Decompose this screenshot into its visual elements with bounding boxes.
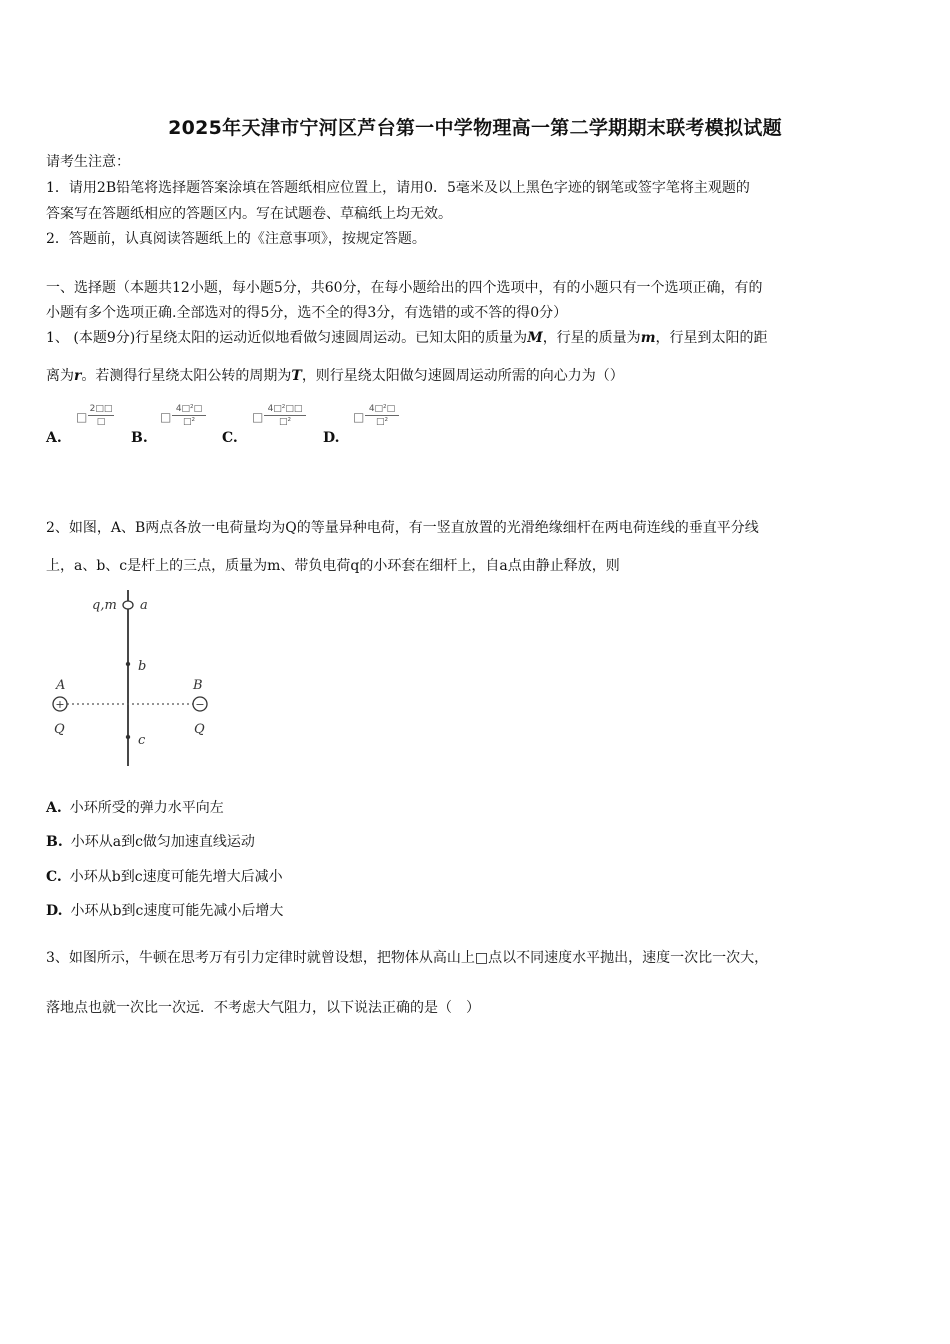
q1-text: ，行星到太阳的距 <box>655 330 768 346</box>
denominator: □ <box>96 417 106 427</box>
point-c-label: c <box>138 733 146 748</box>
q1-text: 离为 <box>46 368 74 384</box>
q2-choice-c[interactable] <box>46 866 283 886</box>
plus-sign: + <box>55 698 65 711</box>
point-b-label: b <box>138 659 147 674</box>
notice-item-1-line-1: 1．请用2B铅笔将选择题答案涂填在答题纸相应位置上，请用0．5毫米及以上黑色字迹的钢笔或签字笔将主观题的 <box>46 180 750 196</box>
numerator: 4□²□ <box>368 404 396 414</box>
q2-figure <box>46 588 226 773</box>
choice-label: B. <box>46 834 63 850</box>
numerator: 2□□ <box>89 404 113 414</box>
denominator: □² <box>375 417 389 427</box>
placeholder-glyph: □ <box>252 410 264 424</box>
q2-choice-d[interactable] <box>46 900 283 920</box>
fraction <box>88 404 114 427</box>
option-label: D. <box>323 430 340 446</box>
notice-item-2: 2．答题前，认真阅读答题纸上的《注意事项》，按规定答题。 <box>46 231 426 247</box>
charge-A-q: Q <box>54 722 65 737</box>
fraction <box>365 404 399 427</box>
choice-label: C. <box>46 869 62 885</box>
ring <box>123 601 133 609</box>
placeholder-glyph: □ <box>353 410 365 424</box>
charge-B-q: Q <box>194 722 205 737</box>
section-heading-line-2: 小题有多个选项正确.全部选对的得5分，选不全的得3分，有选错的或不答的得0分） <box>46 305 568 321</box>
q2-stem-line-2: 上，a、b、c是杆上的三点，质量为m、带负电荷q的小环套在细杆上，自a点由静止释放，则 <box>46 558 620 574</box>
point-c <box>126 735 130 739</box>
var-T: T <box>291 368 302 384</box>
minus-sign: − <box>195 698 205 711</box>
q1-text: 1、 (本题9分)行星绕太阳的运动近似地看做匀速圆周运动。已知太阳的质量为 <box>46 330 528 346</box>
numerator: 4□²□ <box>175 404 203 414</box>
section-heading-line-1: 一、选择题（本题共12小题，每小题5分，共60分，在每小题给出的四个选项中，有的小题只有一个选项正确，有的 <box>46 280 763 296</box>
numerator: 4□²□□ <box>267 404 303 414</box>
q3-stem-line-2: 落地点也就一次比一次远．不考虑大气阻力，以下说法正确的是（ ） <box>46 1000 480 1016</box>
var-m: m <box>640 330 656 346</box>
charge-A-label: A <box>56 678 66 693</box>
notice-heading: 请考生注意： <box>46 154 130 170</box>
q1-text: 。若测得行星绕太阳公转的周期为 <box>81 368 292 384</box>
option-label: C. <box>222 430 238 446</box>
point-a-label: a <box>140 598 148 613</box>
var-r: r <box>74 368 82 384</box>
choice-text: 小环所受的弹力水平向左 <box>69 800 224 816</box>
choice-text: 小环从b到c速度可能先减小后增大 <box>70 903 284 919</box>
point-b <box>126 662 130 666</box>
choice-text: 小环从b到c速度可能先增大后减小 <box>69 869 283 885</box>
q1-stem-line-1 <box>46 327 768 347</box>
option-label: B. <box>131 430 148 446</box>
denominator: □² <box>278 417 292 427</box>
placeholder-glyph: □ <box>160 410 172 424</box>
q2-stem-line-1: 2、如图，A、B两点各放一电荷量均为Q的等量异种电荷，有一竖直放置的光滑绝缘细杆在两电荷连线的垂直平分线 <box>46 520 759 536</box>
q1-text: ，行星的质量为 <box>542 330 641 346</box>
q1-stem-line-2 <box>46 365 624 385</box>
choice-label: A. <box>46 800 62 816</box>
q3-stem-line-1: 3、如图所示，牛顿在思考万有引力定律时就曾设想，把物体从高山上□点以不同速度水平抛出，速度一次比一次大， <box>46 950 769 966</box>
notice-item-1-line-2: 答案写在答题纸相应的答题区内。写在试题卷、草稿纸上均无效。 <box>46 206 452 222</box>
fraction <box>264 404 306 427</box>
charge-B-label: B <box>193 678 203 693</box>
q2-choice-a[interactable] <box>46 797 224 817</box>
denominator: □² <box>182 417 196 427</box>
var-M: M <box>527 330 543 346</box>
page-title: 2025年天津市宁河区芦台第一中学物理高一第二学期期末联考模拟试题 <box>168 117 782 139</box>
placeholder-glyph: □ <box>76 410 88 424</box>
choice-label: D. <box>46 903 63 919</box>
choice-text: 小环从a到c做匀加速直线运动 <box>70 834 255 850</box>
ring-label: q,m <box>92 598 117 613</box>
option-label: A. <box>46 430 62 446</box>
fraction <box>172 404 206 427</box>
q2-choice-b[interactable] <box>46 831 255 851</box>
q1-text: ，则行星绕太阳做匀速圆周运动所需的向心力为（） <box>301 368 624 384</box>
